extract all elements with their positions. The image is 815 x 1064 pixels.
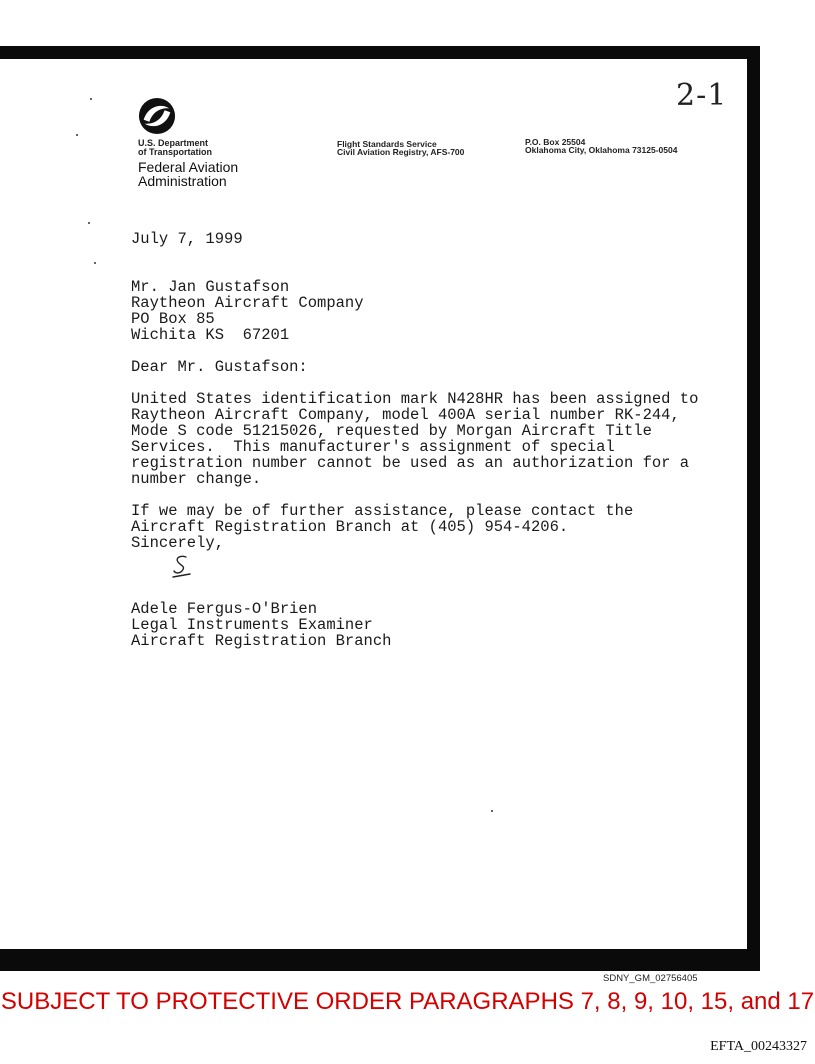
scan-speck [90,98,92,100]
recipient-po-box: PO Box 85 [131,310,215,328]
body-paragraph-1-line: number change. [131,470,262,488]
address-line-2: Oklahoma City, Oklahoma 73125-0504 [525,145,678,155]
department-line-1: U.S. Department [138,138,209,148]
scan-border-right [747,46,760,951]
signatory-title: Legal Instruments Examiner [131,616,373,634]
service-line-1: Flight Standards Service [337,139,437,149]
service-line-2: Civil Aviation Registry, AFS-700 [337,147,465,157]
scan-speck [76,134,78,136]
signatory-name: Adele Fergus-O'Brien [131,600,318,618]
signatory-branch: Aircraft Registration Branch [131,632,392,650]
agency-name-line-1: Federal Aviation [138,159,239,175]
bates-number: SDNY_GM_02756405 [603,973,698,984]
salutation: Dear Mr. Gustafson: [131,358,308,376]
body-paragraph-2-line: If we may be of further assistance, please contact the [131,502,634,520]
scan-border-bottom [0,949,760,971]
dot-logo-icon [138,97,176,135]
scan-speck [491,810,493,812]
protective-order-notice: SUBJECT TO PROTECTIVE ORDER PARAGRAPHS 7, 8, 9, 10, 15, and 17 [0,988,815,1015]
scan-speck [94,262,96,264]
document-id: EFTA_00243327 [710,1039,807,1054]
recipient-city: Wichita KS 67201 [131,326,290,344]
closing: Sincerely, [131,534,225,552]
handwritten-page-mark: 2-1 [676,78,728,113]
body-paragraph-1-line: registration number cannot be used as an authorization for a [131,454,690,472]
address-line-1: P.O. Box 25504 [525,137,586,147]
scan-border-top [0,46,760,59]
agency-name-line-2: Administration [138,173,227,189]
scan-speck [88,222,90,224]
letter-date: July 7, 1999 [131,230,243,248]
department-line-2: of Transportation [138,147,212,157]
body-paragraph-1-line: Services. This manufacturer's assignment of special [131,438,615,456]
body-paragraph-1-line: Raytheon Aircraft Company, model 400A serial number RK-244, [131,406,680,424]
body-paragraph-1-line: Mode S code 51215026, requested by Morgan Aircraft Title [131,422,652,440]
signature-mark [170,554,194,580]
recipient-name: Mr. Jan Gustafson [131,278,290,296]
body-paragraph-2-line: Aircraft Registration Branch at (405) 954-4206. [131,518,569,536]
body-paragraph-1-line: United States identification mark N428HR has been assigned to [131,390,699,408]
recipient-company: Raytheon Aircraft Company [131,294,364,312]
